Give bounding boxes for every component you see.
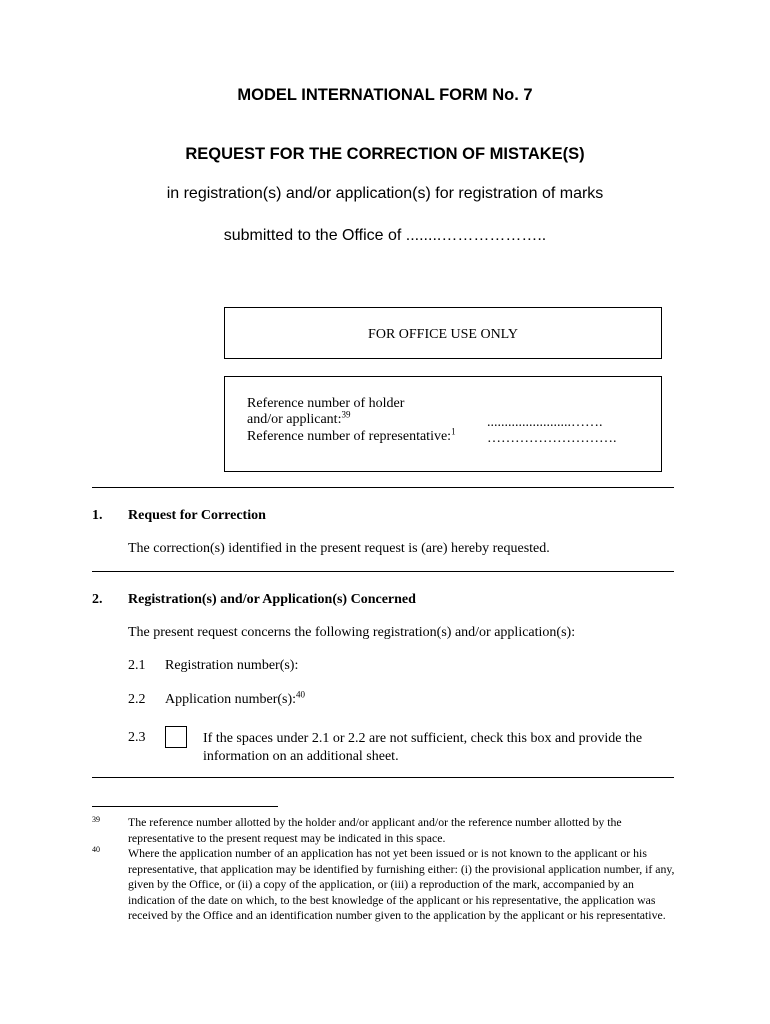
footnote-40-text: Where the application number of an application has not yet been issued or is not known to the applicant or his representative, that application may be identified by furnishing either: (i) the provisional application number, if any, given by the Office, or (ii) a copy of the application, or (iii) a reproduction of the mark, accompanied by an indication of the date on which, to the best knowledge of the applicant or his representative, the application was received by the Office and an identification number given to the application by the applicant or his representative. [128, 846, 675, 923]
reference-box [224, 376, 662, 472]
divider-1 [92, 487, 674, 488]
rep-ref-field[interactable]: ………………………. [487, 431, 617, 446]
subtitle: in registration(s) and/or application(s) for registration of marks [166, 185, 604, 202]
item-2-3-number: 2.3 [128, 730, 146, 745]
request-title: REQUEST FOR THE CORRECTION OF MISTAKE(S) [185, 145, 585, 163]
section-2-number: 2. [92, 592, 103, 607]
application-numbers-label [165, 689, 306, 708]
holder-ref-label-1: Reference number of holder [247, 396, 405, 411]
item-2-2-number: 2.2 [128, 692, 146, 707]
application-numbers-label-text: Application number(s): [165, 692, 297, 707]
divider-2 [92, 571, 674, 572]
rep-ref-label [247, 426, 456, 445]
divider-3 [92, 777, 674, 778]
additional-sheet-text: If the spaces under 2.1 or 2.2 are not sufficient, check this box and provide the information on an additional sheet. [203, 731, 643, 764]
holder-footnote-ref: 39 [341, 409, 351, 420]
rep-ref-label-text: Reference number of representative: [247, 429, 452, 444]
section-1-title: Request for Correction [128, 508, 266, 523]
application-footnote-ref: 40 [296, 689, 306, 700]
office-line: submitted to the Office of ........……………….. [223, 227, 547, 244]
additional-sheet-checkbox[interactable] [165, 726, 187, 748]
registration-numbers-label: Registration number(s): [165, 658, 299, 673]
item-2-1-number: 2.1 [128, 658, 146, 673]
footnote-39-text: The reference number allotted by the holder and/or applicant and/or the reference number allotted by the representative to the present request may be indicated in this space. [128, 815, 622, 845]
holder-ref-label-2 [247, 409, 351, 428]
rep-footnote-ref: 1 [451, 426, 456, 437]
holder-ref-field[interactable]: ........................……. [487, 415, 603, 430]
office-use-box [224, 307, 662, 359]
footnote-rule [92, 806, 278, 807]
section-2-title: Registration(s) and/or Application(s) Concerned [128, 592, 416, 607]
holder-ref-label-2-text: and/or applicant: [247, 412, 342, 427]
form-title: MODEL INTERNATIONAL FORM No. 7 [237, 86, 533, 104]
office-use-label: FOR OFFICE USE ONLY [368, 327, 518, 342]
section-1-text: The correction(s) identified in the present request is (are) hereby requested. [128, 541, 550, 556]
section-1-number: 1. [92, 508, 103, 523]
footnote-39-mark: 39 [92, 815, 100, 824]
footnote-40-mark: 40 [92, 845, 100, 854]
section-2-text: The present request concerns the following registration(s) and/or application(s): [128, 625, 576, 640]
